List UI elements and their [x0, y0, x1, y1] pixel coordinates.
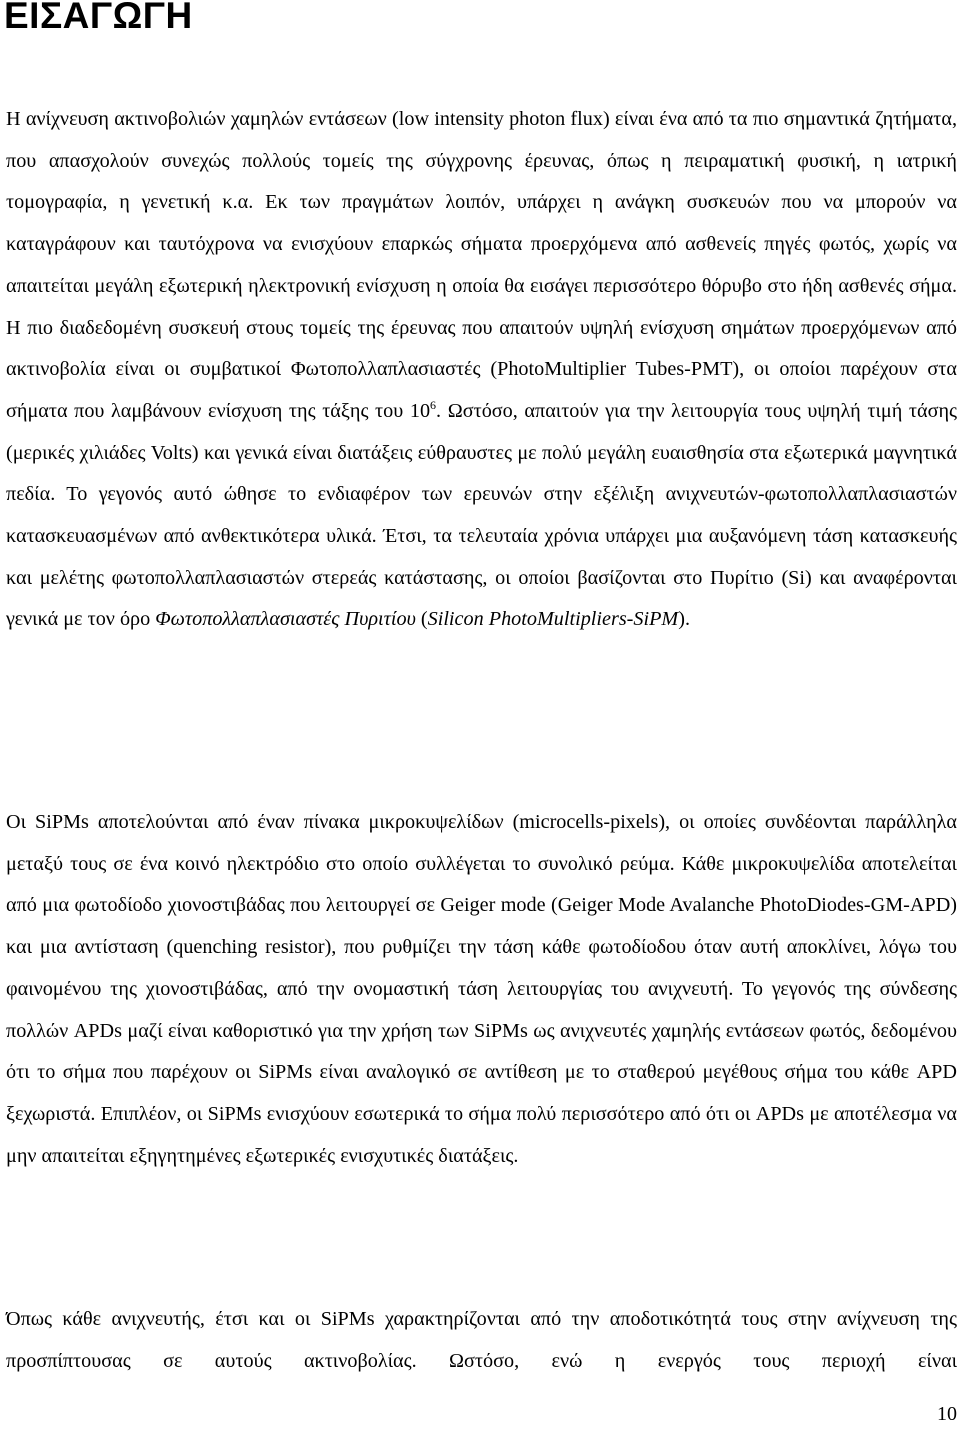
- paragraph-sipm-structure: Οι SiPMs αποτελούνται από έναν πίνακα μικροκυψελίδων (microcells-pixels), οι οποίες συνδέονται παράλληλα μεταξύ τους σε ένα κοινό ηλεκτρόδιο στο οποίο συλλέγεται το συνολικό ρεύμα. Κάθε μικροκυψελίδα αποτελείται από μια φωτοδίοδο χιονοστιβάδας που λειτουργεί σε Geiger mode (Geiger Mode Avalanche PhotoDiodes-GM-APD) και μια αντίσταση (quenching resistor), που ρυθμίζει την τάση κάθε φωτοδίοδου όταν αυτή αποκλίνει, λόγω του φαινομένου της χιονοστιβάδας, από την ονομαστική τάση λειτουργίας του ανιχνευτή. Το γεγονός της σύνδεσης πολλών APDs μαζί είναι καθοριστικό για την χρήση των SiPMs ως ανιχνευτές χαμηλής εντάσεων φωτός, δεδομένου ότι το σήμα που παρέχουν οι SiPMs είναι αναλογικό σε αντίθεση με το σταθερού μεγέθους σήμα του κάθε APD ξεχωριστά. Επιπλέον, οι SiPMs ενισχύουν εσωτερικά το σήμα πολύ περισσότερο από ότι οι APDs με αποτέλεσμα να μην απαιτείται εξηγητημένες εξωτερικές ενισχυτικές διατάξεις.: [6, 811, 957, 1167]
- paragraph-detection-efficiency: Όπως κάθε ανιχνευτής, έτσι και οι SiPMs χαρακτηρίζονται από την αποδοτικότητά τους στην ανίχνευση της προσπίπτουσας σε αυτούς ακτινοβολίας. Ωστόσο, ενώ η ενεργός τους περιοχή είναι: [6, 1308, 957, 1372]
- exponent: 6: [430, 397, 437, 412]
- paragraph-intro-text-b: . Ωστόσο, απαιτούν για την λειτουργία τους υψηλή τιμή τάσης (μερικές χιλιάδες Volts) και γενικά είναι διατάξεις εύθραυστες με πολύ μεγάλη ευαισθησία στα εξωτερικά μαγνητικά πεδία. Το γεγονός αυτό ώθησε το ενδιαφέρον των ερευνών στην εξέλιξη ανιχνευτών-φωτοπολλαπλασιαστών κατασκευασμένων από ανθεκτικότερα υλικά. Έτσι, τα τελευταία χρόνια υπάρχει μια αυξανόμενη τάση κατασκευής και μελέτης φωτοπολλαπλασιαστών στερεάς κατάστασης, οι οποίοι βασίζονται στο Πυρίτιο (Si) και αναφέρονται γενικά με τον όρο: [6, 399, 957, 631]
- paragraph-intro: [6, 99, 957, 641]
- section-heading: ΕΙΣΑΓΩΓΗ: [4, 0, 193, 36]
- paragraph-intro-text-d: ).: [678, 608, 691, 631]
- italic-term-english: Silicon PhotoMultipliers-SiPM: [427, 608, 679, 631]
- page-number: 10: [937, 1403, 957, 1425]
- paragraph-intro-text-a: Η ανίχνευση ακτινοβολιών χαμηλών εντάσεων (low intensity photon flux) είναι ένα από τα πιο σημαντικά ζητήματα, που απασχολούν συνεχώς πολλούς τομείς της σύγχρονης έρευνας, όπως η πειραματική φυσική, η ιατρική τομογραφία, η γενετική κ.α. Εκ των πραγμάτων λοιπόν, υπάρχει η ανάγκη συσκευών που να μπορούν να καταγράφουν και ταυτόχρονα να ενισχύουν επαρκώς σήματα προερχόμενα από ασθενείς πηγές φωτός, χωρίς να απαιτείται μεγάλη εξωτερική ηλεκτρονική ενίσχυση η οποία θα εισάγει περισσότερο θόρυβο στο ήδη ασθενές σήμα. Η πιο διαδεδομένη συσκευή στους τομείς της έρευνας που απαιτούν υψηλή ενίσχυση σημάτων προερχόμενων από ακτινοβολία είναι οι συμβατικοί Φωτοπολλαπλασιαστές (PhotoMultiplier Tubes-PMT), οι οποίοι παρέχουν στα σήματα που λαμβάνουν ενίσχυση της τάξης του 10: [6, 108, 957, 422]
- italic-term-greek: Φωτοπολλαπλασιαστές Πυριτίου: [155, 608, 416, 631]
- paragraph-intro-text-c: (: [415, 608, 428, 631]
